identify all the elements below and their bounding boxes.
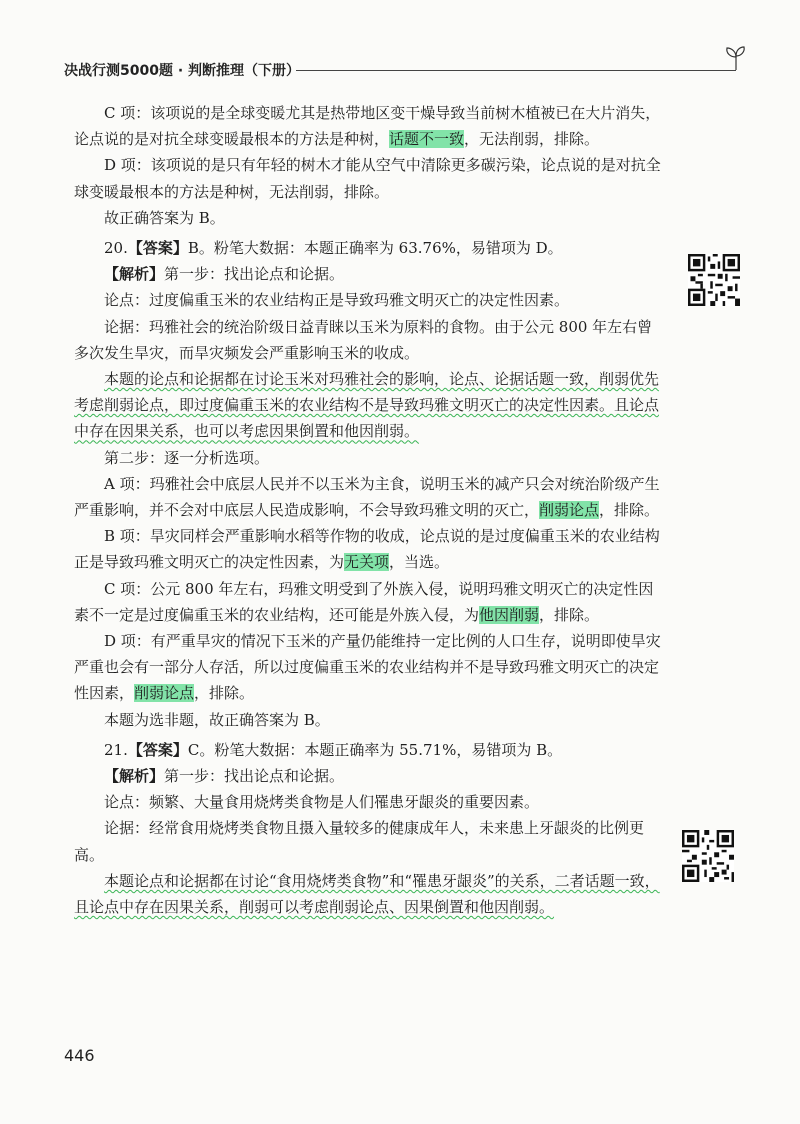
paragraph <box>74 314 664 366</box>
paragraph-text: 第二步：逐一分析选项。 <box>104 448 270 467</box>
paragraph-text: ，排除。 <box>539 605 600 624</box>
running-header <box>64 58 744 82</box>
paragraph-text: 论点：过度偏重玉米的农业结构正是导致玛雅文明灭亡的决定性因素。 <box>104 291 570 310</box>
section-label: 【解析】 <box>104 265 165 284</box>
paragraph-text: B。粉笔大数据：本题正确率为 63.76%，易错项为 D。 <box>187 239 563 258</box>
paragraph <box>74 707 664 733</box>
paragraph <box>74 789 664 815</box>
section-label: 【答案】 <box>127 740 188 759</box>
underlined-analysis: 本题论点和论据都在讨论“食用烧烤类食物”和“罹患牙龈炎”的关系，二者话题一致，且论点中存在因果关系，削弱可以考虑削弱论点、因果倒置和他因削弱。 <box>74 871 660 917</box>
paragraph <box>74 366 664 445</box>
paragraph <box>74 763 664 789</box>
paragraph-text: ，当选。 <box>389 553 450 572</box>
paragraph-text: ，无法削弱，排除。 <box>464 130 600 149</box>
header-rule <box>296 70 736 71</box>
section-label: 【解析】 <box>104 767 165 786</box>
sprout-icon <box>722 44 750 72</box>
answer-explanation-body <box>74 100 664 920</box>
paragraph <box>74 576 664 628</box>
paragraph-text: 本题为选非题，故正确答案为 B。 <box>104 710 330 729</box>
underlined-analysis: 本题的论点和论据都在讨论玉米对玛雅社会的影响，论点、论据话题一致，削弱优先考虑削弱论点，即过度偏重玉米的农业结构不是导致玛雅文明灭亡的决定性因素。且论点中存在因果关系，也可以考虑因果倒置和他因削弱。 <box>74 370 660 441</box>
paragraph-text: D 项：有严重旱灾的情况下玉米的产量仍能维持一定比例的人口生存，说明即使旱灾严重也会有一部分人存活，所以过度偏重玉米的农业结构并不是导致玛雅文明灭亡的决定性因素， <box>74 632 661 703</box>
highlighted-keyword: 无关项 <box>344 553 390 572</box>
paragraph <box>74 523 664 575</box>
paragraph-text: 第一步：找出论点和论据。 <box>164 265 345 284</box>
paragraph-text: 论据：经常食用烧烤类食物且摄入量较多的健康成年人，未来患上牙龈炎的比例更高。 <box>74 819 645 864</box>
paragraph <box>74 235 664 261</box>
paragraph <box>74 471 664 523</box>
qr-code-icon[interactable] <box>682 830 734 882</box>
paragraph-text: C。粉笔大数据：本题正确率为 55.71%，易错项为 B。 <box>187 740 563 759</box>
paragraph <box>74 868 664 920</box>
paragraph-text: ，排除。 <box>599 501 660 520</box>
highlighted-keyword: 话题不一致 <box>389 130 465 149</box>
paragraph-text: ，排除。 <box>194 684 255 703</box>
highlighted-keyword: 削弱论点 <box>539 501 600 520</box>
paragraph <box>74 287 664 313</box>
paragraph-text: 21. <box>104 740 128 759</box>
paragraph-text: B 项：旱灾同样会严重影响水稻等作物的收成，论点说的是过度偏重玉米的农业结构正是导致玛雅文明灭亡的决定性因素，为 <box>74 527 660 572</box>
paragraph <box>74 152 664 204</box>
paragraph-text: 故正确答案为 B。 <box>104 208 225 227</box>
paragraph-text: D 项：该项说的是只有年轻的树木才能从空气中清除更多碳污染，论点说的是对抗全球变暖最根本的方法是种树，无法削弱，排除。 <box>74 156 661 201</box>
paragraph <box>74 628 664 707</box>
paragraph-text: C 项：该项说的是全球变暖尤其是热带地区变干燥导致当前树木植被已在大片消失，论点说的是对抗全球变暖最根本的方法是种树， <box>74 104 661 149</box>
paragraph <box>74 100 664 152</box>
paragraph-text: C 项：公元 800 年左右，玛雅文明受到了外族入侵，说明玛雅文明灭亡的决定性因素不一定是过度偏重玉米的农业结构，还可能是外族入侵，为 <box>74 579 654 624</box>
section-label: 【答案】 <box>127 239 188 258</box>
paragraph-text: 论点：频繁、大量食用烧烤类食物是人们罹患牙龈炎的重要因素。 <box>104 793 540 812</box>
highlighted-keyword: 削弱论点 <box>134 684 195 703</box>
page-number: 446 <box>64 1046 95 1065</box>
paragraph <box>74 815 664 867</box>
paragraph-text: 第一步：找出论点和论据。 <box>164 767 345 786</box>
paragraph <box>74 261 664 287</box>
highlighted-keyword: 他因削弱 <box>479 605 540 624</box>
paragraph-text: 20. <box>104 239 128 258</box>
paragraph <box>74 445 664 471</box>
book-title: 决战行测5000题 · 判断推理（下册） <box>64 63 301 79</box>
paragraph <box>74 737 664 763</box>
paragraph-text: 论据：玛雅社会的统治阶级日益青睐以玉米为原料的食物。由于公元 800 年左右曾多次发生旱灾，而旱灾频发会严重影响玉米的收成。 <box>74 317 653 362</box>
qr-code-icon[interactable] <box>688 254 740 306</box>
paragraph <box>74 205 664 231</box>
paragraph-text: A 项：玛雅社会中底层人民并不以玉米为主食，说明玉米的减产只会对统治阶级产生严重影响，并不会对中底层人民造成影响，不会导致玛雅文明的灭亡， <box>74 474 660 520</box>
